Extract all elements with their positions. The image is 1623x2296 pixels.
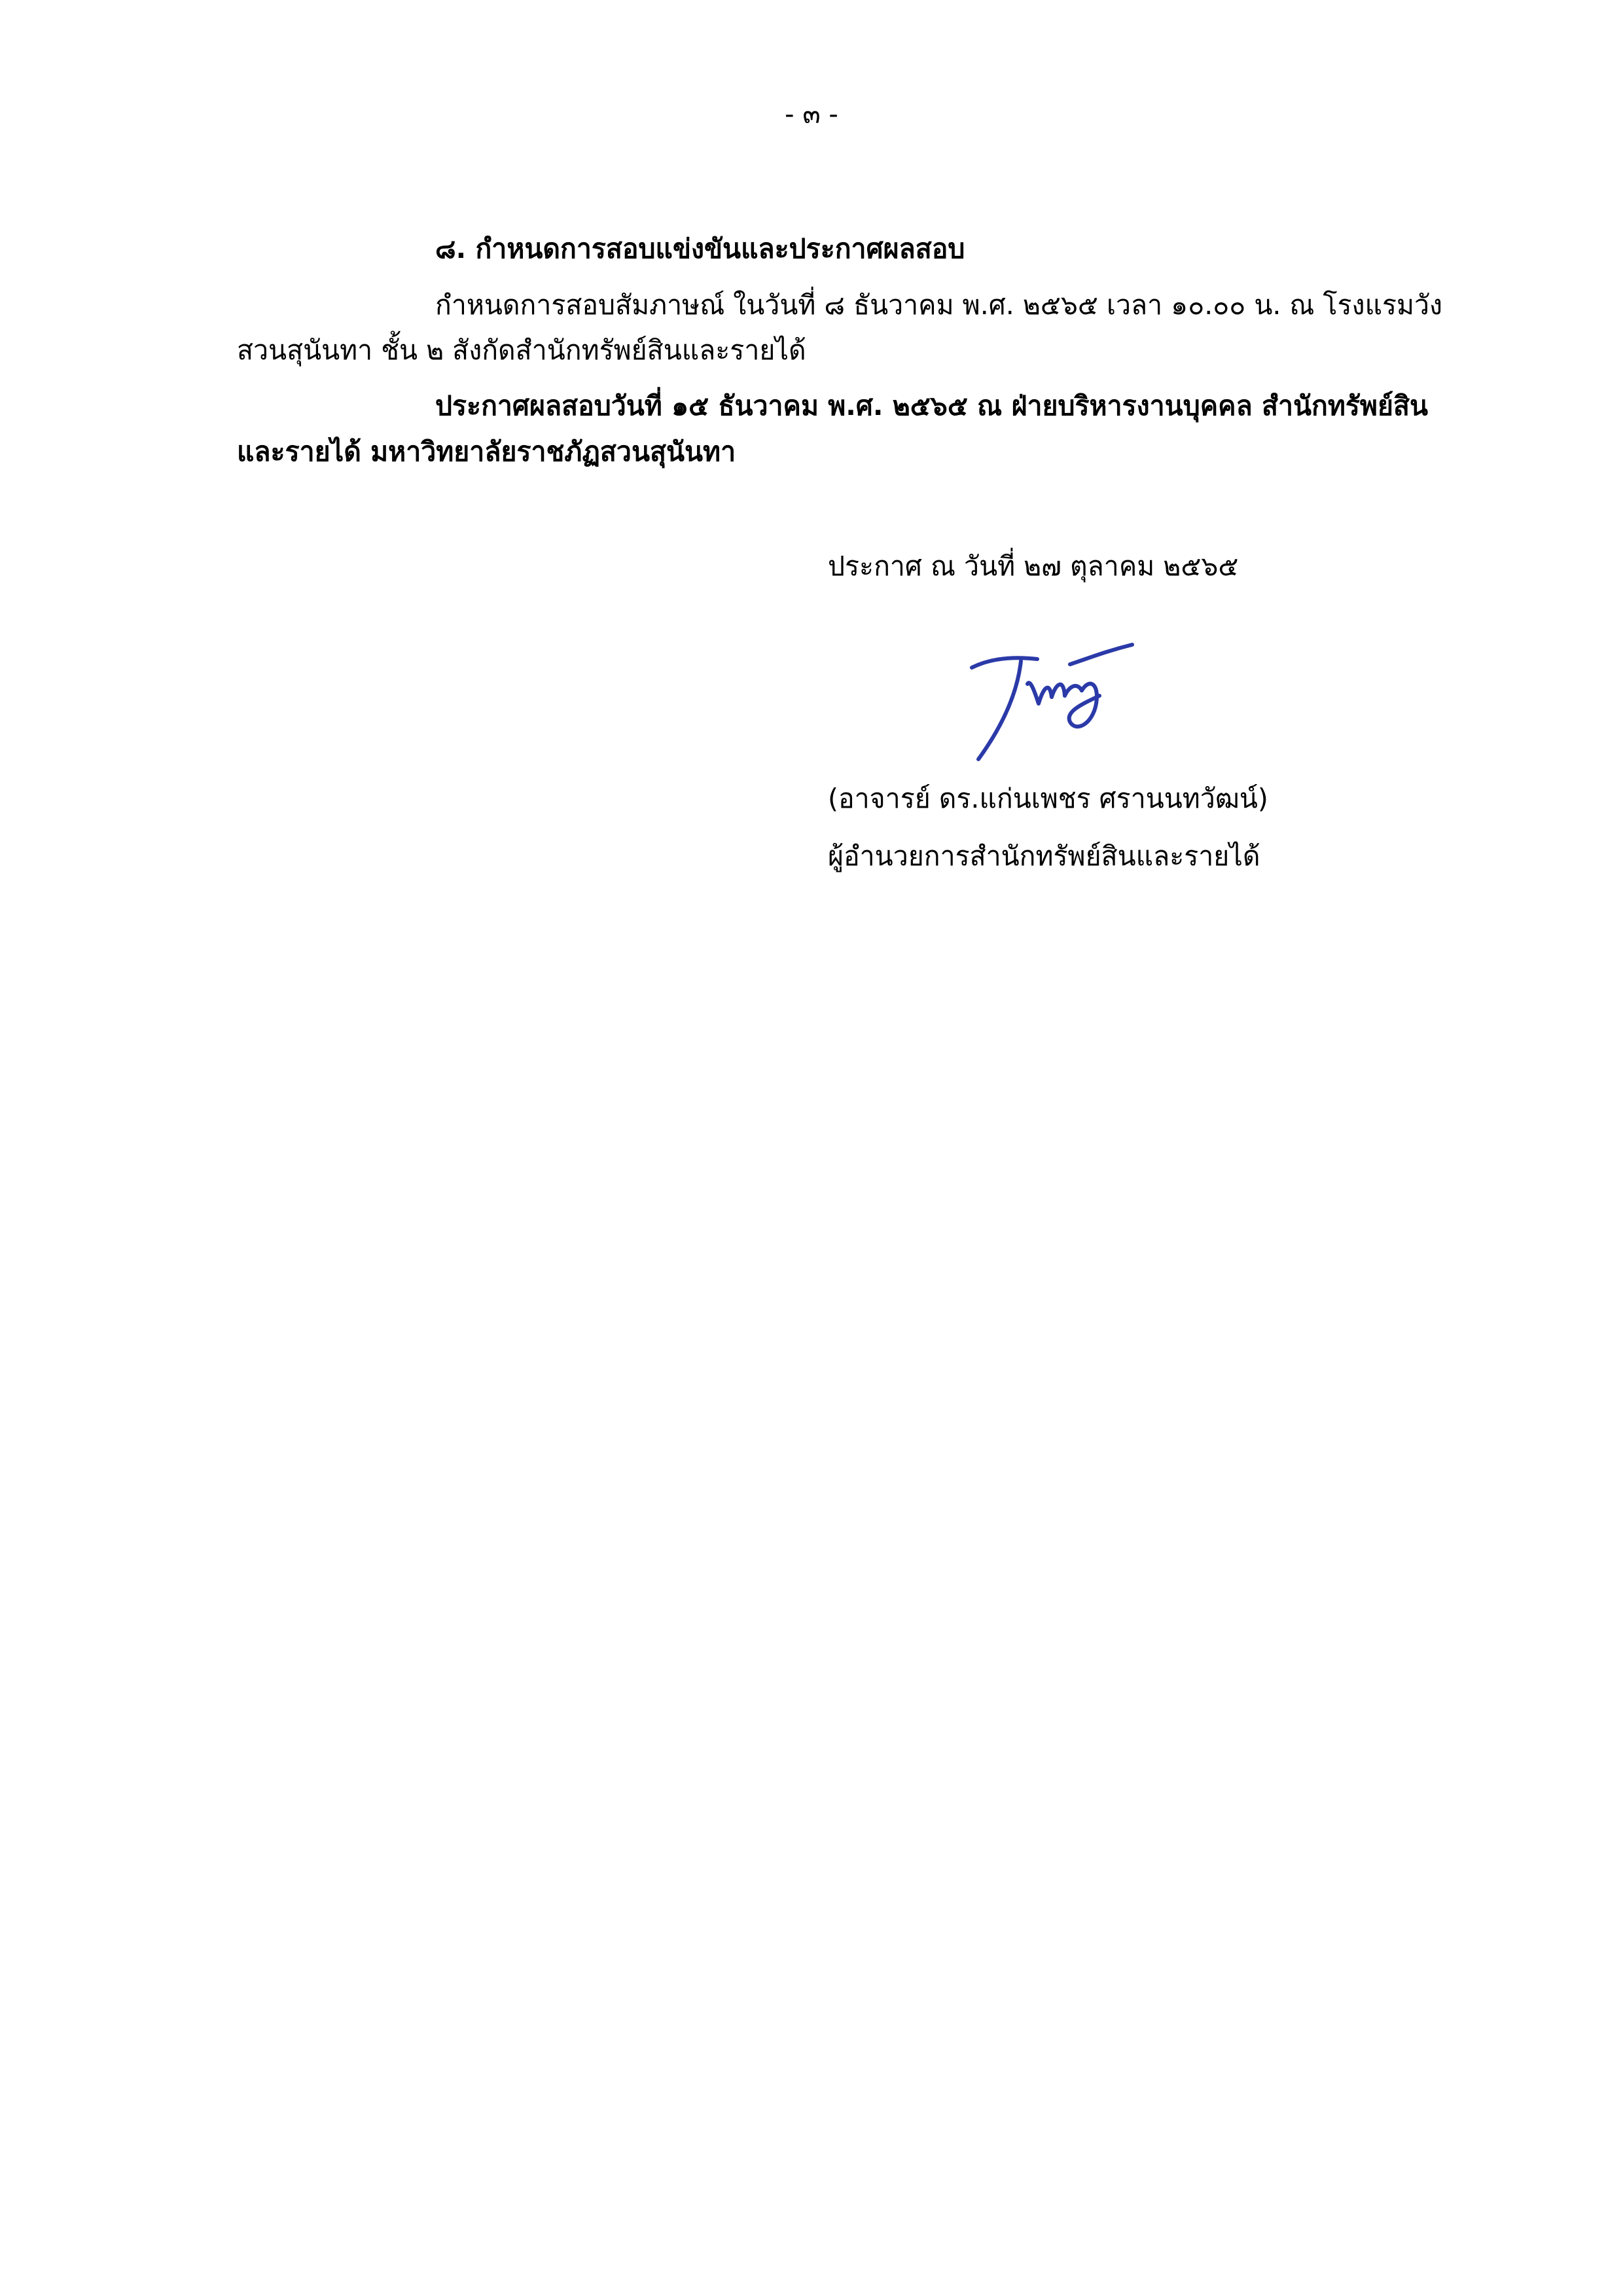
signer-title: ผู้อำนวยการสำนักทรัพย์สินและรายได้ — [828, 840, 1260, 872]
signer-name: (อาจารย์ ดร.แก่นเพชร ศรานนทวัฒน์) — [828, 783, 1268, 814]
result-announcement-line-1: ประกาศผลสอบวันที่ ๑๕ ธันวาคม พ.ศ. ๒๕๖๕ ณ ฝ่ายบริหารงานบุคคล สำนักทรัพย์สิน — [435, 390, 1429, 422]
result-announcement-line-2: และรายได้ มหาวิทยาลัยราชภัฏสวนสุนันทา — [237, 436, 736, 467]
signature-image — [965, 638, 1142, 769]
interview-schedule-line-2: สวนสุนันทา ชั้น ๒ สังกัดสำนักทรัพย์สินและรายได้ — [237, 334, 806, 366]
interview-schedule-line-1: กำหนดการสอบสัมภาษณ์ ในวันที่ ๘ ธันวาคม พ.ศ. ๒๕๖๕ เวลา ๑๐.๐๐ น. ณ โรงแรมวัง — [435, 289, 1443, 321]
announcement-date: ประกาศ ณ วันที่ ๒๗ ตุลาคม ๒๕๖๕ — [828, 550, 1239, 582]
section-heading: ๘. กำหนดการสอบแข่งขันและประกาศผลสอบ — [435, 233, 965, 264]
page-number: - ๓ - — [785, 99, 838, 130]
